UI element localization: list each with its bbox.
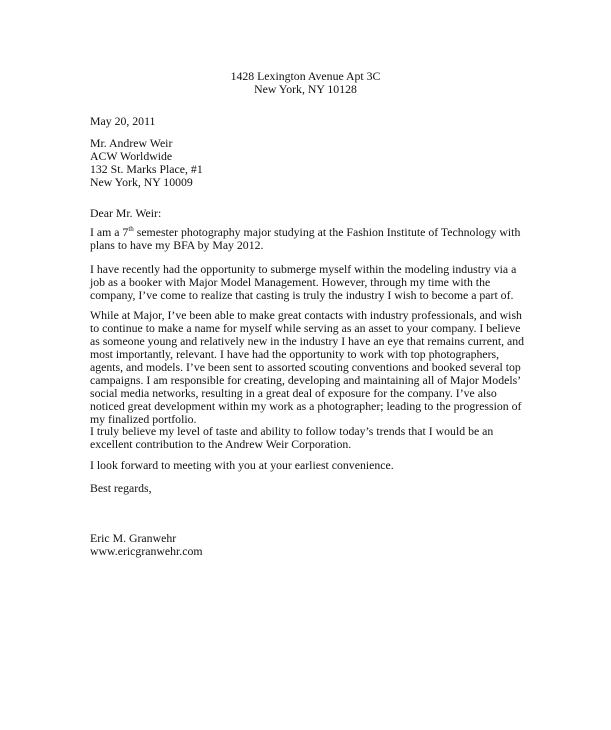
paragraph-line: social media networks, resulting in a great deal of exposure for the company. I’ve also — [90, 386, 497, 400]
sender-address-line2: New York, NY 10128 — [254, 82, 357, 96]
salutation — [90, 207, 530, 220]
paragraph-line: I look forward to meeting with you at your earliest convenience. — [90, 458, 394, 472]
recipient-name: Mr. Andrew Weir — [90, 136, 173, 150]
paragraph-line: campaigns. I am responsible for creating, developing and maintaining all of Major Models’ — [90, 373, 522, 387]
paragraph-line: agents, and models. I’ve been sent to assorted scouting conventions and booked several top — [90, 360, 521, 374]
paragraph-intro-line2: plans to have my BFA by May 2012. — [90, 238, 264, 252]
paragraph-line: I have recently had the opportunity to submerge myself within the modeling industry via a — [90, 262, 517, 276]
date-text: May 20, 2011 — [90, 114, 156, 128]
paragraph-closing — [90, 459, 535, 472]
sender-address — [0, 70, 611, 96]
salutation-text: Dear Mr. Weir: — [90, 206, 162, 220]
paragraph-contribution — [90, 425, 535, 451]
paragraph-line: job as a booker with Major Model Management. However, through my time with the — [90, 275, 491, 289]
paragraph-line: company, I’ve come to realize that casting is truly the industry I wish to become a part of. — [90, 288, 514, 302]
recipient-city: New York, NY 10009 — [90, 175, 193, 189]
letter-date — [90, 115, 530, 128]
paragraph-line: most importantly, relevant. I have had the opportunity to work with top photographers, — [90, 347, 500, 361]
paragraph-intro — [90, 226, 535, 252]
signature-website: www.ericgranwehr.com — [90, 544, 203, 558]
recipient-company: ACW Worldwide — [90, 149, 173, 163]
sender-address-line1: 1428 Lexington Avenue Apt 3C — [230, 69, 381, 83]
paragraph-achievements — [90, 309, 535, 426]
paragraph-line: as someone young and relatively new in the industry I have an eye that remains current, and — [90, 334, 525, 348]
recipient-street: 132 St. Marks Place, #1 — [90, 162, 203, 176]
recipient-address — [90, 137, 530, 189]
paragraph-line: excellent contribution to the Andrew Weir Corporation. — [90, 437, 352, 451]
paragraph-line: my finalized portfolio. — [90, 412, 197, 426]
closing — [90, 482, 530, 495]
signature-name: Eric M. Granwehr — [90, 531, 177, 545]
intro-post: semester photography major studying at the Fashion Institute of Technology with — [133, 225, 521, 239]
signature-block — [90, 532, 530, 558]
closing-text: Best regards, — [90, 481, 152, 495]
paragraph-line: I truly believe my level of taste and ability to follow today’s trends that I would be an — [90, 424, 494, 438]
paragraph-line: While at Major, I’ve been able to make great contacts with industry professionals, and wish — [90, 308, 522, 322]
paragraph-line: to continue to make a name for myself while serving as an asset to your company. I believe — [90, 321, 521, 335]
paragraph-experience — [90, 263, 535, 302]
paragraph-line: noticed great development within my work as a photographer; leading to the progression of — [90, 399, 522, 413]
intro-pre: I am a 7 — [90, 225, 129, 239]
intro-sup: th — [128, 225, 134, 234]
